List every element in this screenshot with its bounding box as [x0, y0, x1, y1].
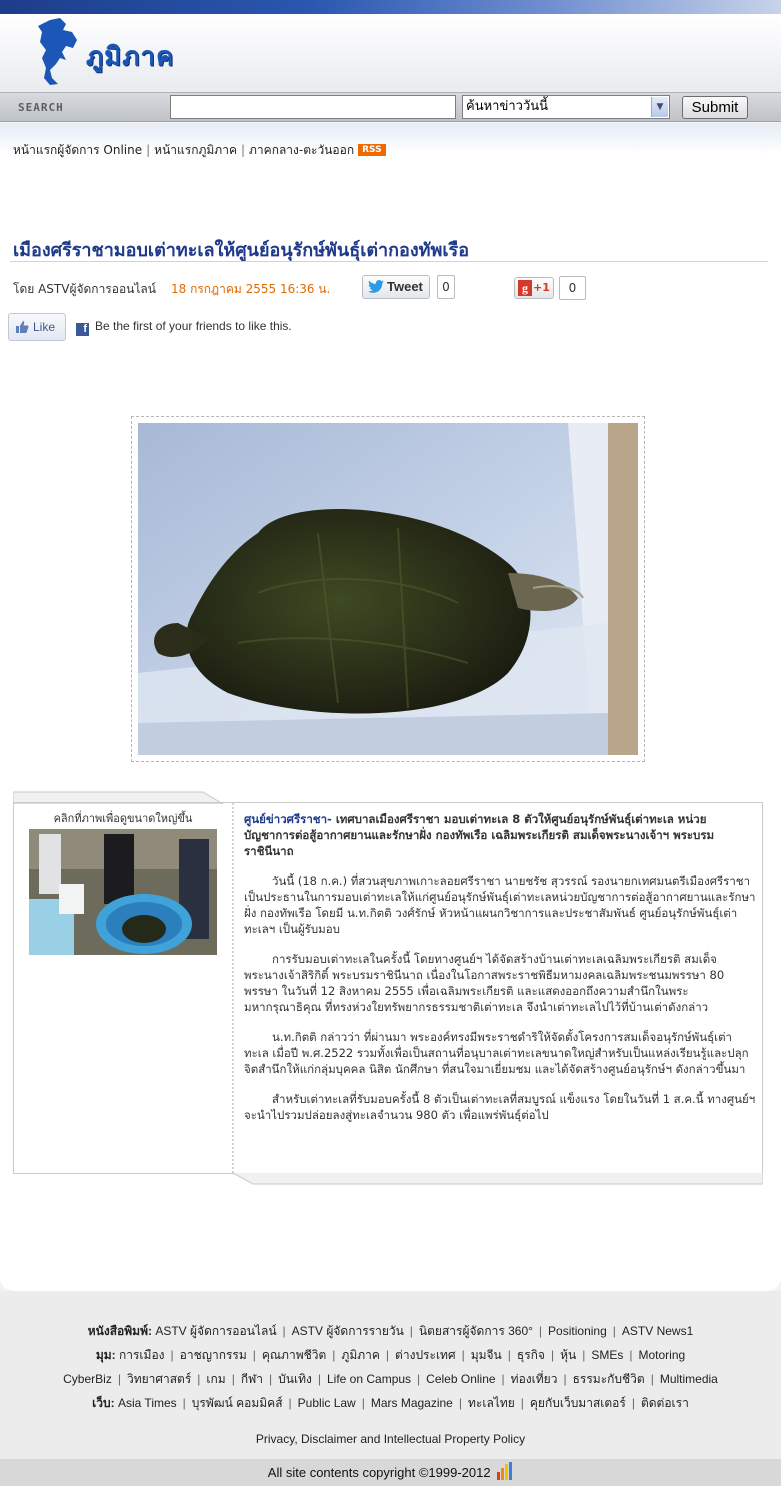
- footer-link[interactable]: บันเทิง: [278, 1372, 312, 1386]
- nav-link-manager-online[interactable]: หน้าแรกผู้จัดการ Online: [13, 143, 143, 157]
- thumbnail-photo[interactable]: [29, 829, 217, 955]
- gplus-count: 0: [559, 276, 586, 300]
- footer-link[interactable]: ASTV ผู้จัดการออนไลน์: [155, 1324, 277, 1338]
- search-label: SEARCH: [18, 101, 64, 114]
- main-photo-frame: [131, 416, 645, 762]
- top-accent-bar: [0, 0, 781, 14]
- search-scope-value: ค้นหาข่าววันนี้: [466, 99, 549, 114]
- story-paragraph: การรับมอบเต่าทะเลในครั้งนี้ โดยทางศูนย์ฯ ได้จัดสร้างบ้านเต่าทะเลเฉลิมพระเกียรติ สมเด็จพระนางเจ้าสิริกิติ์ พระบรมราชินีนาถ เนื่องในโอกาสพระราชพิธีมหามงคลเฉลิมพระชนมพรรษา 80 พรรษา ในวันที่ 12 สิงหาคม 2555 เพื่อเฉลิมพระเกียรติ และแสดงออกถึงความสำนึกในพระมหากรุณาธิคุณ ที่ทรงห่วงใยทรัพยากรธรรมชาติเต่าทะเล จึงนำเต่าทะเลไปไว้ที่บ้านเต่าดังกล่าว: [244, 952, 725, 1014]
- breadcrumb: [13, 141, 386, 160]
- twitter-bird-icon: [368, 280, 384, 294]
- search-input[interactable]: [170, 95, 456, 119]
- story-lead: [244, 811, 756, 859]
- nav-link-central-east[interactable]: ภาคกลาง-ตะวันออก: [249, 143, 355, 157]
- rss-badge[interactable]: RSS: [358, 144, 386, 156]
- sea-turtle-photo[interactable]: [138, 423, 638, 755]
- footer-link[interactable]: Positioning: [548, 1324, 607, 1338]
- story-paragraph: น.ท.กิตติ กล่าวว่า ที่ผ่านมา พระองค์ทรงมีพระราชดำริให้จัดตั้งโครงการสมเด็จอนุรักษ์พันธุ์เต่าทะเล เมื่อปี พ.ศ.2522 รวมทั้งเพื่อเป็นสถานที่อนุบาลเต่าทะเลขนาดใหญ่สำหรับเป็นแหล่งเรียนรู้และปลุกจิตสำนึกให้แก่กลุ่มบุคคล นิสิต นักศึกษา ที่สนใจมาเยี่ยมชม และได้จัดสร้างศูนย์อนุรักษ์ฯ ดังกล่าวขึ้นมา: [244, 1030, 749, 1076]
- footer-link[interactable]: นิตยสารผู้จัดการ 360°: [418, 1324, 533, 1338]
- footer-link[interactable]: ASTV News1: [621, 1324, 694, 1338]
- footer-link[interactable]: คุณภาพชีวิต: [261, 1348, 327, 1362]
- footer-link[interactable]: Mars Magazine: [370, 1396, 453, 1410]
- thumbnail-caption: คลิกที่ภาพเพื่อดูขนาดใหญ่ขึ้น: [53, 812, 193, 825]
- footer-corners-label: มุม:: [95, 1348, 116, 1362]
- google-plus-icon: g: [518, 280, 532, 296]
- tweet-count: 0: [437, 275, 455, 299]
- article-byline: โดย ASTVผู้จัดการออนไลน์: [13, 282, 156, 296]
- footer-corners-row: มุม: การเมือง | อาชญากรรม | คุณภาพชีวิต | ภูมิภาค | ต่างประเทศ | มุมจีน | ธุรกิจ | หุ้น | SMEs | Motoring: [95, 1348, 686, 1362]
- footer-link[interactable]: ทะเลไทย: [467, 1396, 515, 1410]
- facebook-social-note: [76, 319, 292, 336]
- chevron-down-icon[interactable]: ▼: [651, 97, 668, 117]
- footer-link[interactable]: บุรพัฒน์ คอมมิคส์: [191, 1396, 283, 1410]
- footer-policy-row: [0, 1432, 781, 1446]
- copyright-bar: [0, 1459, 781, 1486]
- footer-link[interactable]: อาชญากรรม: [179, 1348, 247, 1362]
- submit-button[interactable]: Submit: [682, 96, 748, 119]
- story-box: [13, 802, 763, 1174]
- footer-link[interactable]: Public Law: [297, 1396, 356, 1410]
- search-scope-select[interactable]: [462, 95, 670, 119]
- story-paragraph: วันนี้ (18 ก.ค.) ที่สวนสุขภาพเกาะลอยศรีราชา นายชรัช สุวรรณ์ รองนายกเทศมนตรีเมืองศรีราชา เป็นประธานในการมอบเต่าทะเลให้แก่ศูนย์อนุรักษ์พันธุ์เต่าทะเลหน่วยบัญชาการต่อสู้อากาศยานและรักษาฝั่ง กองทัพเรือ โดยมี น.ท.กิตติ วงศ์รักษ์ หัวหน้าแผนกวิชาการและประชาสัมพันธ์ ศูนย์อนุรักษ์พันธุ์เต่าทะเลฯ เป็นผู้รับมอบ: [244, 874, 756, 936]
- google-plus-button[interactable]: [514, 277, 554, 299]
- nav-separator: |: [146, 143, 151, 157]
- footer-link[interactable]: ภูมิภาค: [341, 1348, 380, 1362]
- nav-link-region-home[interactable]: หน้าแรกภูมิภาค: [154, 143, 237, 157]
- story-paragraph: สำหรับเต่าทะเลที่รับมอบครั้งนี้ 8 ตัวเป็นเต่าทะเลที่สมบูรณ์ แข็งแรง โดยในวันที่ 1 ส.ค.นี้ ทางศูนย์ฯ จะนำไปรวมปล่อยลงสู่ทะเลจำนวน 980 ตัว เพื่อแพร่พันธุ์ต่อไป: [244, 1092, 756, 1122]
- article-panel: [0, 193, 781, 1291]
- thailand-map-logo-icon[interactable]: [36, 18, 78, 86]
- footer-link[interactable]: ASTV ผู้จัดการรายวัน: [291, 1324, 404, 1338]
- news-source-link[interactable]: ศูนย์ข่าวศรีราชา-: [244, 812, 332, 826]
- search-bar: [0, 92, 781, 122]
- footer-link[interactable]: Celeb Online: [426, 1372, 496, 1386]
- copyright-text: All site contents copyright ©1999-2012: [267, 1465, 491, 1480]
- footer-link[interactable]: Asia Times: [117, 1396, 177, 1410]
- site-logo-text[interactable]: ภูมิภาค: [86, 42, 175, 72]
- footer-corners-row-2: CyberBiz | วิทยาศาสตร์ | เกม | กีฬา | บันเทิง | Life on Campus | Celeb Online | ท่องเที่ยว | ธรรมะกับชีวิต | Multimedia: [63, 1372, 718, 1386]
- policy-link[interactable]: Privacy, Disclaimer and Intellectual Property Policy: [255, 1432, 526, 1446]
- column-divider: [232, 803, 234, 1173]
- tweet-button[interactable]: [362, 275, 430, 299]
- story-bottom-tab: [233, 1173, 763, 1185]
- footer-newspapers-label: หนังสือพิมพ์:: [87, 1324, 152, 1338]
- footer-link[interactable]: ธรรมะกับชีวิต: [572, 1372, 645, 1386]
- nav-separator: |: [240, 143, 246, 157]
- footer-link[interactable]: ติดต่อเรา: [640, 1396, 689, 1410]
- footer-link[interactable]: กีฬา: [240, 1372, 264, 1386]
- thumbs-up-icon: [15, 320, 29, 334]
- site-header: [0, 14, 781, 92]
- footer-web-label: เว็บ:: [92, 1396, 115, 1410]
- stats-bars-icon: [497, 1462, 513, 1480]
- footer-link[interactable]: มุมจีน: [470, 1348, 502, 1362]
- gplus-label: +1: [533, 281, 550, 294]
- like-label: Like: [33, 320, 56, 334]
- footer-link[interactable]: Multimedia: [659, 1372, 718, 1386]
- facebook-like-button[interactable]: [8, 313, 66, 341]
- footer-link[interactable]: เกม: [206, 1372, 226, 1386]
- footer-link[interactable]: ท่องเที่ยว: [510, 1372, 558, 1386]
- tweet-label: Tweet: [387, 279, 423, 294]
- footer-link[interactable]: ธุรกิจ: [516, 1348, 545, 1362]
- thumbnail-column: [14, 803, 232, 1173]
- footer-link[interactable]: CyberBiz: [63, 1372, 112, 1386]
- footer-link[interactable]: วิทยาศาสตร์: [126, 1372, 192, 1386]
- footer-link[interactable]: การเมือง: [118, 1348, 165, 1362]
- article-title: เมืองศรีราชามอบเต่าทะเลให้ศูนย์อนุรักษ์พันธุ์เต่ากองทัพเรือ: [13, 240, 470, 261]
- like-note-text: Be the first of your friends to like this.: [95, 319, 292, 333]
- article-date: 18 กรกฎาคม 2555 16:36 น.: [171, 282, 331, 296]
- lead-text: เทศบาลเมืองศรีราชา มอบเต่าทะเล 8 ตัวให้ศูนย์อนุรักษ์พันธุ์เต่าทะเล หน่วยบัญชาการต่อสู้อากาศยานและรักษาฝั่ง กองทัพเรือ เฉลิมพระเกียรติ สมเด็จพระนางเจ้าฯ พระบรมราชินีนาถ: [244, 812, 715, 858]
- site-footer: [0, 1291, 781, 1486]
- facebook-icon: f: [76, 323, 89, 336]
- title-divider: [10, 261, 768, 262]
- footer-web-row: เว็บ: Asia Times | บุรพัฒน์ คอมมิคส์ | Public Law | Mars Magazine | ทะเลไทย | คุยกับเว็บมาสเตอร์ | ติดต่อเรา: [92, 1396, 689, 1410]
- footer-link[interactable]: คุยกับเว็บมาสเตอร์: [529, 1396, 626, 1410]
- footer-newspapers-row: หนังสือพิมพ์: ASTV ผู้จัดการออนไลน์ | ASTV ผู้จัดการรายวัน | นิตยสารผู้จัดการ 360° | Positioning | ASTV News1: [87, 1324, 694, 1338]
- footer-link[interactable]: Motoring: [638, 1348, 686, 1362]
- footer-link[interactable]: ต่างประเทศ: [395, 1348, 456, 1362]
- footer-link[interactable]: หุ้น: [560, 1348, 577, 1362]
- breadcrumb-nav: [0, 123, 781, 193]
- footer-link[interactable]: Life on Campus: [327, 1372, 412, 1386]
- story-text: [244, 811, 756, 1137]
- footer-link[interactable]: SMEs: [591, 1348, 624, 1362]
